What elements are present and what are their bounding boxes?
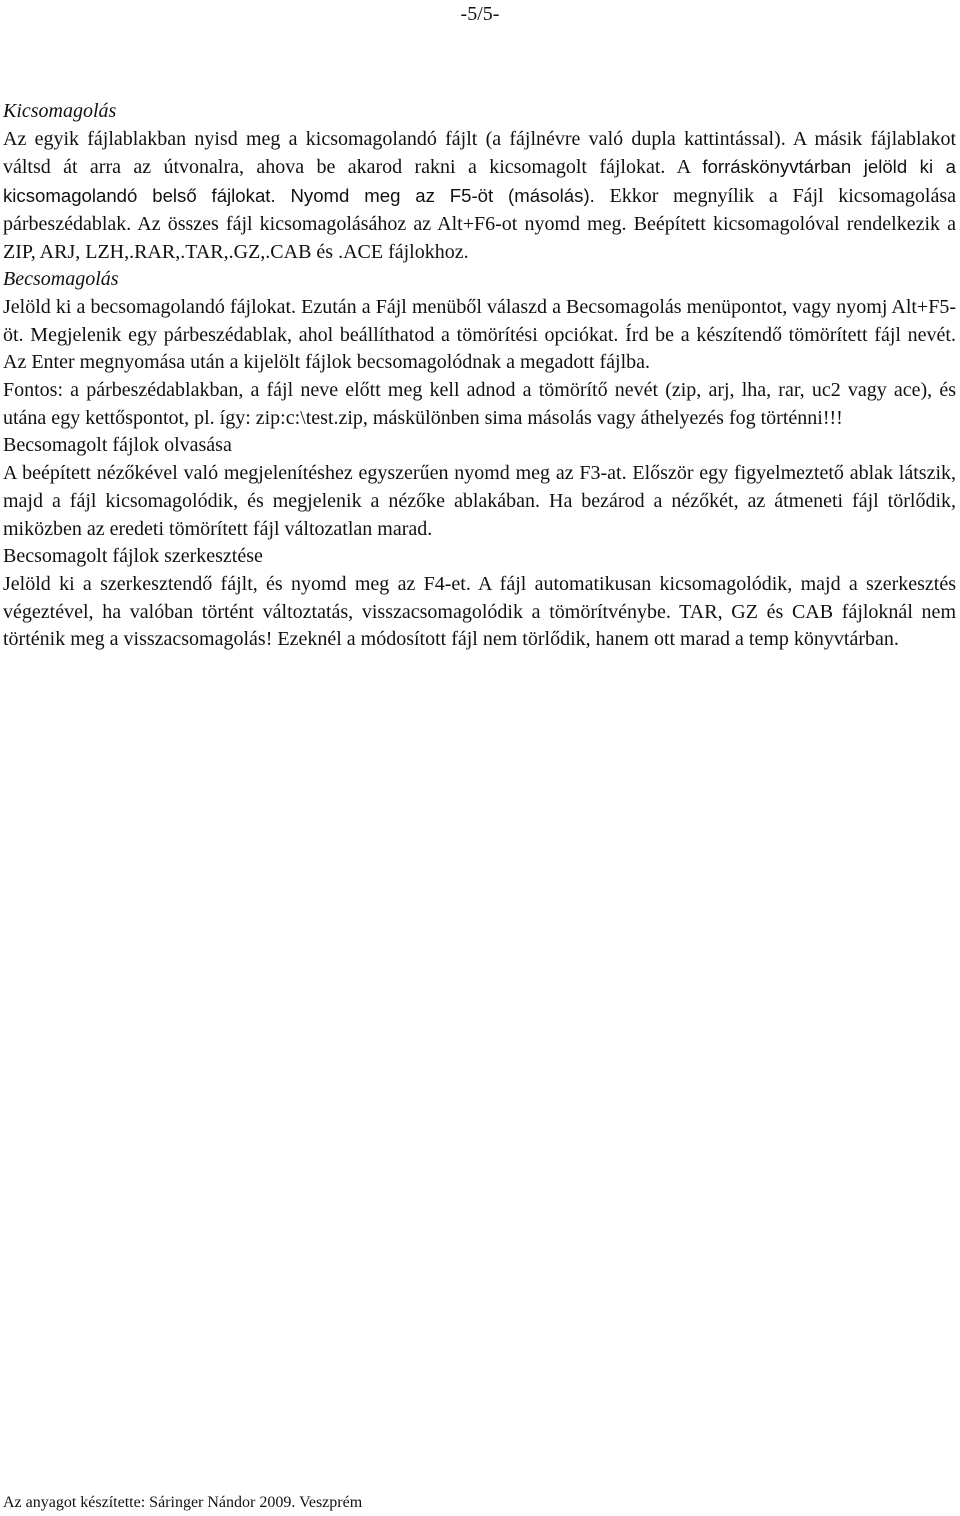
section-title-olvasasa: Becsomagolt fájlok olvasása — [3, 434, 232, 457]
document-body — [3, 98, 956, 654]
body-text-part-2: forráskönyvtárban jelöld ki a kicsomagolandó belső fájlokat. Nyomd meg az F5-öt (másolás). — [3, 156, 956, 207]
section-title-kicsomagolas: Kicsomagolás — [3, 100, 117, 122]
section-title-szerkesztese: Becsomagolt fájlok szerkesztése — [3, 545, 263, 568]
section-body-kicsomagolas — [3, 126, 956, 267]
page-number: -5/5- — [460, 3, 500, 25]
section-body-szerkesztese: Jelöld ki a szerkesztendő fájlt, és nyomd meg az F4-et. A fájl automatikusan kicsomagolódik, majd a szerkesztés végeztével, ha valóban történt változtatás, visszacsomagolódik a tömörítvénybe. TAR, GZ és CAB fájloknál nem történik meg a visszacsomagolás! Ezeknél a módosított fájl nem törlődik, hanem ott marad a temp könyvtárban. — [3, 572, 956, 651]
body-text-part-3: Ekkor megnyílik a Fájl kicsomagolása párbeszédablak. Az összes fájl kicsomagolásához az Alt+F6-ot nyomd meg. Beépített kicsomagolóval rendelkezik a ZIP, ARJ, LZH,.RAR,.TAR,.GZ,.CAB és .ACE fájlokhoz. — [3, 185, 956, 263]
body-text-part-1: Az egyik fájlablakban nyisd meg a kicsomagolandó fájlt (a fájlnévre való dupla kattintással). A másik fájlablakot váltsd át arra az útvonalra, ahova be akarod rakni a kicsomagolt fájlokat. A — [3, 127, 956, 179]
page-footer: Az anyagot készítette: Sáringer Nándor 2009. Veszprém — [3, 1494, 363, 1511]
section-body-becsomagolas: Jelöld ki a becsomagolandó fájlokat. Ezután a Fájl menüből válaszd a Becsomagolás menüpontot, vagy nyomj Alt+F5-öt. Megjelenik egy párbeszédablak, ahol beállíthatod a tömörítési opciókat. Írd be a készítendő tömörített fájl nevét. Az Enter megnyomása után a kijelölt fájlok becsomagolódnak a megadott fájlba. — [3, 295, 956, 374]
section-body-olvasasa: A beépített nézőkével való megjelenítéshez egyszerűen nyomd meg az F3-at. Először egy figyelmeztető ablak látszik, majd a fájl kicsomagolódik, és megjelenik a nézőke ablakában. Ha bezárod a nézőkét, az átmeneti fájl törlődik, miközben az eredeti tömörített fájl változatlan marad. — [3, 462, 956, 540]
section-title-becsomagolas: Becsomagolás — [3, 268, 119, 291]
section-note-fontos: Fontos: a párbeszédablakban, a fájl neve előtt meg kell adnod a tömörítő nevét (zip, arj, lha, rar, uc2 vagy ace), és utána egy kettőspontot, pl. így: zip:c:\test.zip, máskülönben sima másolás vagy áthelyezés fog történni!!! — [3, 379, 956, 429]
